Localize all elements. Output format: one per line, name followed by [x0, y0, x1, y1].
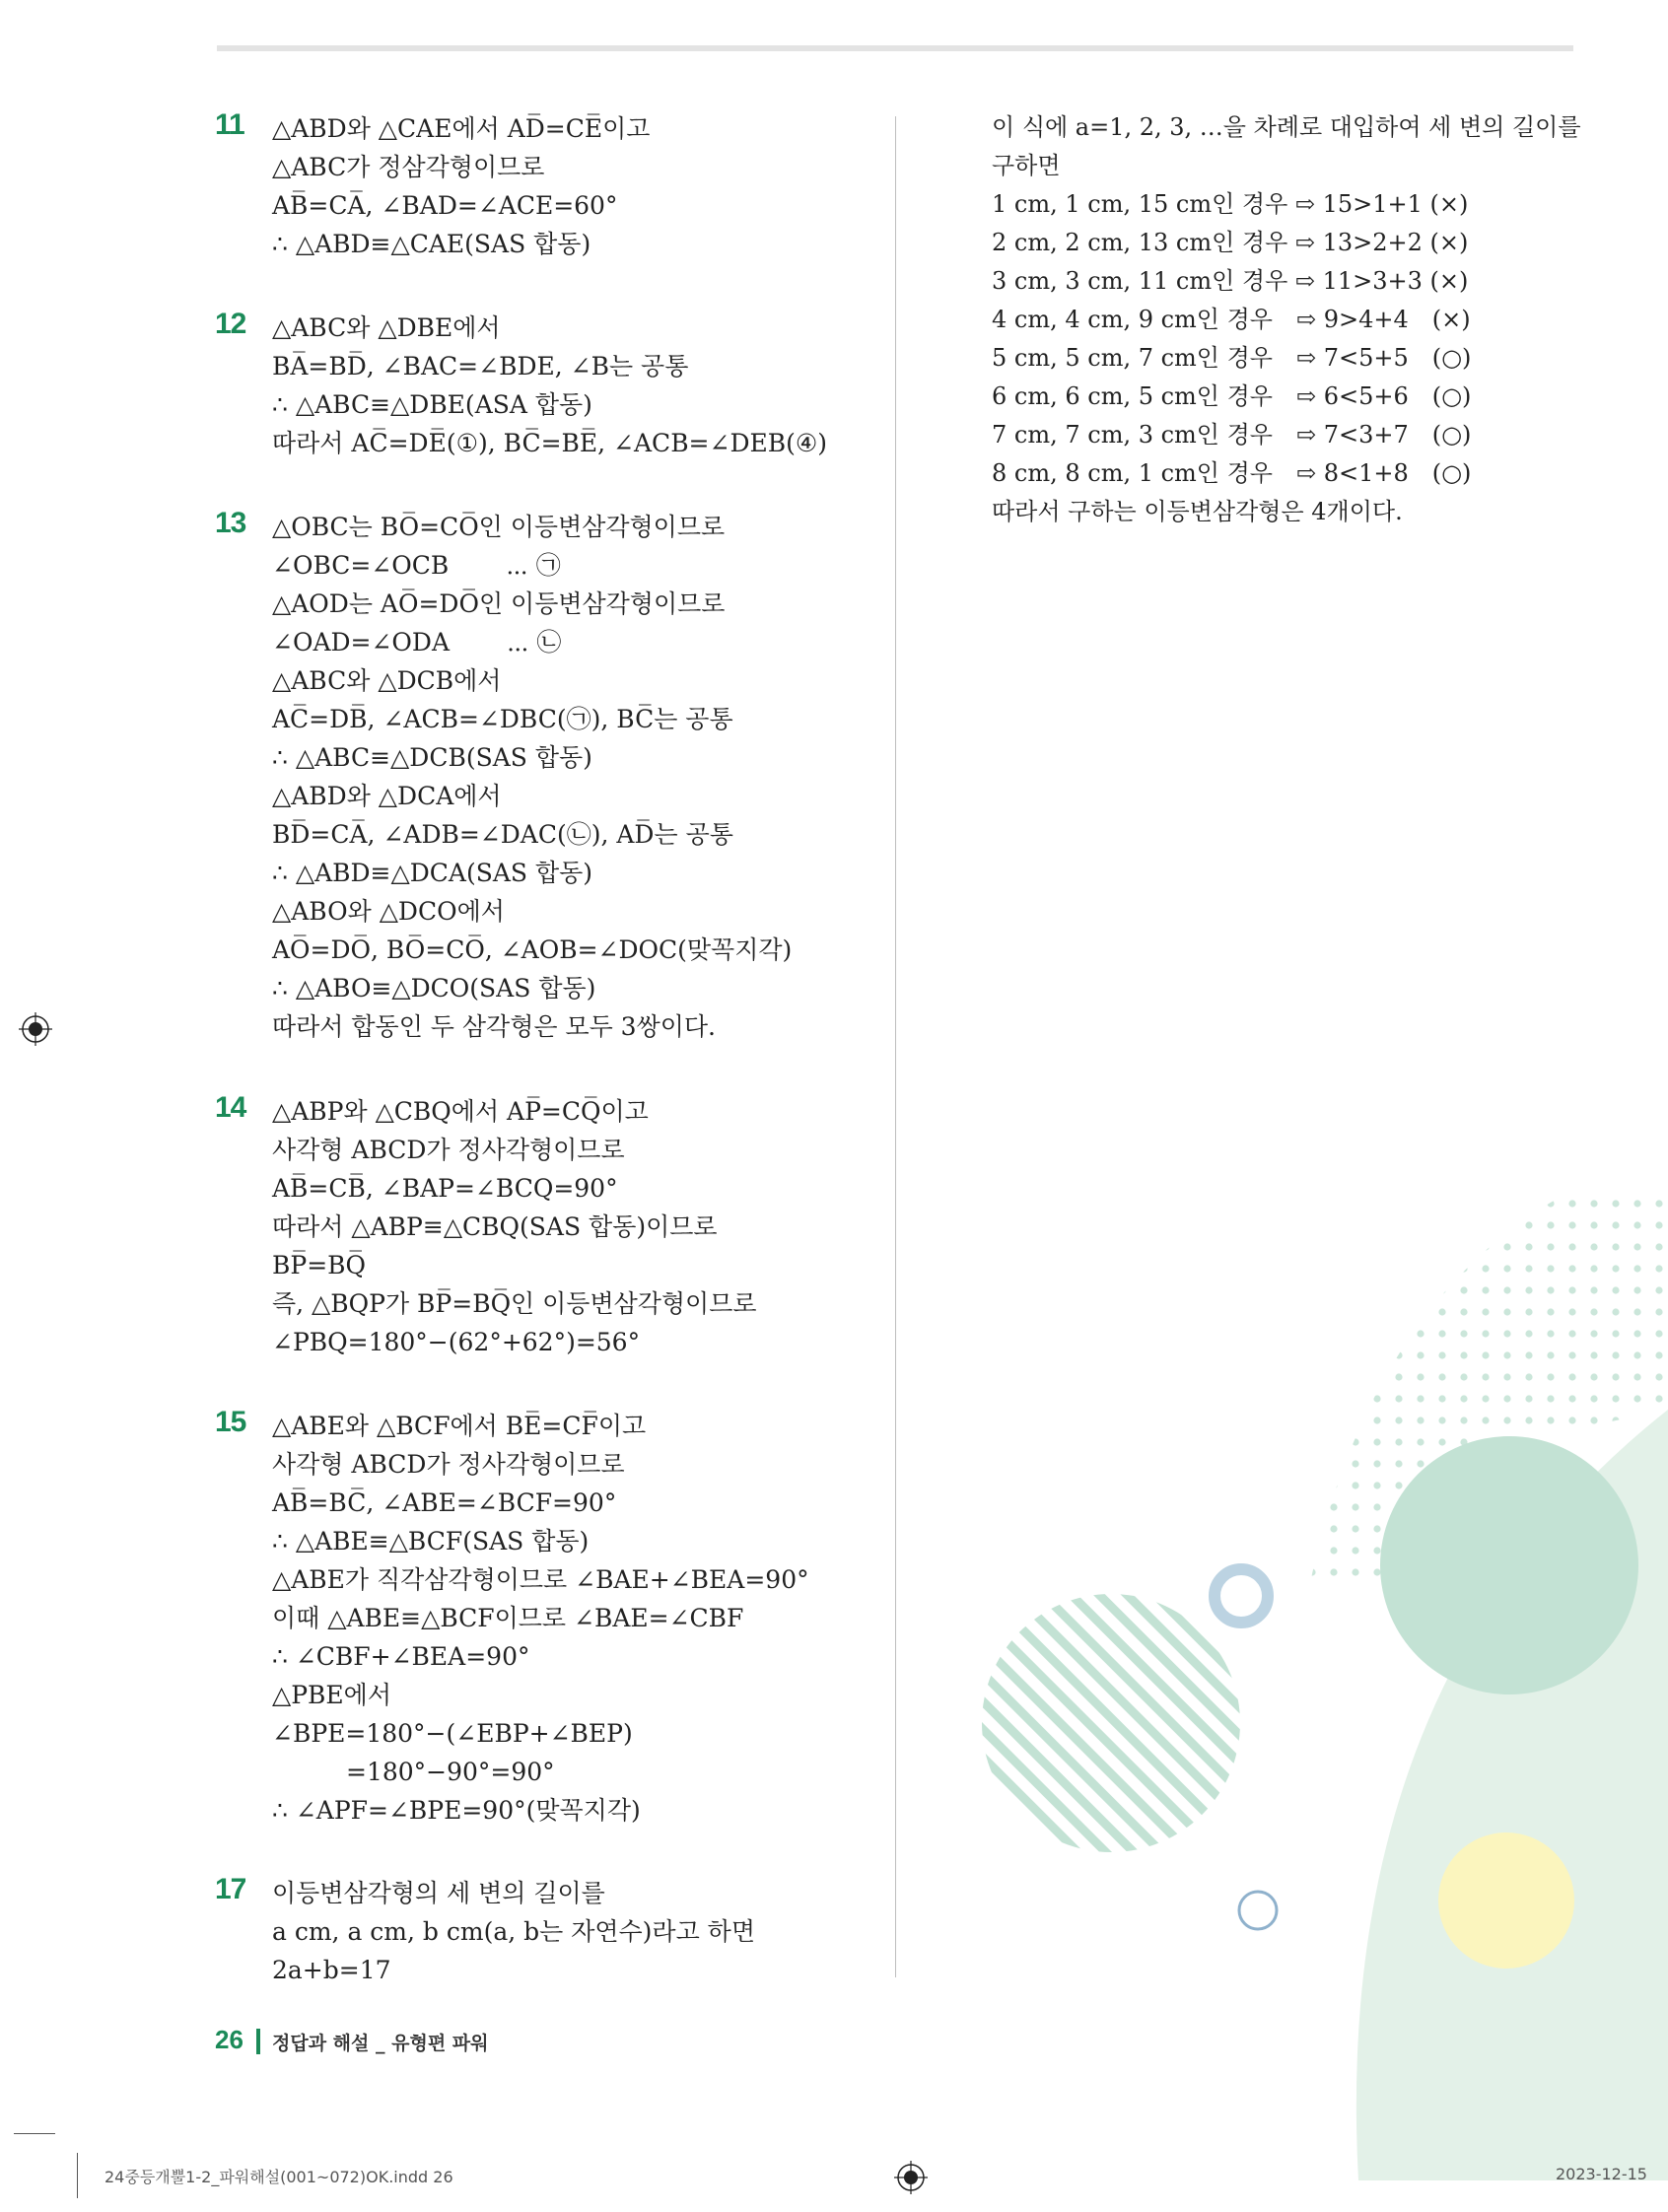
solution-line: ∴ △ABO≡△DCO(SAS 합동) [272, 974, 596, 1002]
case-line: 2 cm, 2 cm, 13 cm인 경우 ⇨ 13>2+2 (×) [992, 229, 1469, 256]
solution-line: ∴ △ABC≡△DBE(ASA 합동) [272, 390, 592, 419]
solution-line: △AOD는 AO̅=DO̅인 이등변삼각형이므로 [272, 589, 726, 618]
solution-line: 2a+b=17 [272, 1956, 391, 1984]
solution-line: a cm, a cm, b cm(a, b는 자연수)라고 하면 [272, 1917, 755, 1946]
solution-line: ∴ △ABE≡△BCF(SAS 합동) [272, 1527, 590, 1555]
problem-number: 15 [215, 1406, 246, 1438]
solution-line: AO̅=DO̅, BO̅=CO̅, ∠AOB=∠DOC(맞꼭지각) [272, 935, 793, 964]
case-line: 7 cm, 7 cm, 3 cm인 경우 ⇨ 7<3+7 (○) [992, 421, 1472, 449]
solution-line: 따라서 합동인 두 삼각형은 모두 3쌍이다. [272, 1012, 716, 1041]
solution-line: AB̅=CB̅, ∠BAP=∠BCQ=90° [272, 1174, 618, 1203]
problem-number: 14 [215, 1091, 246, 1124]
footer-divider [256, 2029, 260, 2054]
case-line: 8 cm, 8 cm, 1 cm인 경우 ⇨ 8<1+8 (○) [992, 459, 1472, 487]
case-line: 5 cm, 5 cm, 7 cm인 경우 ⇨ 7<5+5 (○) [992, 344, 1472, 372]
solution-line: ∠OBC=∠OCB ⋯ ㉠ [272, 551, 561, 580]
solution-line: =180°−90°=90° [272, 1758, 555, 1786]
problem-number: 17 [215, 1873, 246, 1905]
problem-number: 12 [215, 308, 246, 340]
green-circle [1380, 1436, 1638, 1694]
solution-line: △PBE에서 [272, 1681, 391, 1709]
solution-line: ∴ △ABC≡△DCB(SAS 합동) [272, 743, 592, 772]
hatched-circle [982, 1594, 1240, 1852]
solution-line: △ABC가 정삼각형이므로 [272, 153, 545, 181]
solution-line: △ABE가 직각삼각형이므로 ∠BAE+∠BEA=90° [272, 1565, 809, 1594]
print-filename: 24중등개뿔1-2_파워해설(001~072)OK.indd 26 [104, 2168, 453, 2186]
solution-line: △ABE와 △BCF에서 BE̅=CF̅이고 [272, 1412, 647, 1440]
solution-line: 이 식에 a=1, 2, 3, …을 차례로 대입하여 세 변의 길이를 [992, 113, 1581, 141]
crop-mark [77, 2153, 78, 2198]
problem-number: 11 [215, 108, 244, 141]
crop-mark [14, 2133, 55, 2134]
solution-line: AB̅=CA̅, ∠BAD=∠ACE=60° [272, 191, 618, 220]
case-line: 1 cm, 1 cm, 15 cm인 경우 ⇨ 15>1+1 (×) [992, 190, 1469, 218]
solution-line: 이등변삼각형의 세 변의 길이를 [272, 1879, 605, 1907]
solution-line: △ABC와 △DCB에서 [272, 666, 502, 695]
case-line: 4 cm, 4 cm, 9 cm인 경우 ⇨ 9>4+4 (×) [992, 306, 1471, 333]
case-line: 3 cm, 3 cm, 11 cm인 경우 ⇨ 11>3+3 (×) [992, 267, 1469, 295]
solution-line: ∴ △ABD≡△CAE(SAS 합동) [272, 230, 591, 258]
solution-line: AC̅=DB̅, ∠ACB=∠DBC(㉠), BC̅는 공통 [272, 705, 733, 733]
solution-line: △ABO와 △DCO에서 [272, 897, 505, 926]
case-line: 6 cm, 6 cm, 5 cm인 경우 ⇨ 6<5+6 (○) [992, 382, 1472, 410]
solution-line: 구하면 [992, 152, 1061, 179]
solution-line: ∴ ∠APF=∠BPE=90°(맞꼭지각) [272, 1796, 641, 1825]
solution-line: BA̅=BD̅, ∠BAC=∠BDE, ∠B는 공통 [272, 352, 689, 380]
solution-line: ∴ ∠CBF+∠BEA=90° [272, 1642, 530, 1671]
print-date: 2023-12-15 [1556, 2165, 1647, 2183]
solution-line: 즉, △BQP가 BP̅=BQ̅인 이등변삼각형이므로 [272, 1289, 757, 1318]
solution-line: △ABD와 △DCA에서 [272, 782, 502, 810]
solution-line: BP̅=BQ̅ [272, 1251, 367, 1279]
solution-line: △ABC와 △DBE에서 [272, 313, 501, 342]
solution-line: BD̅=CA̅, ∠ADB=∠DAC(㉡), AD̅는 공통 [272, 820, 733, 849]
solution-line: 따라서 AC̅=DE̅(①), BC̅=BE̅, ∠ACB=∠DEB(④) [272, 429, 828, 457]
problem-number: 13 [215, 507, 246, 539]
blue-ring [1215, 1569, 1268, 1623]
solution-line: 사각형 ABCD가 정사각형이므로 [272, 1136, 625, 1164]
solution-line: ∴ △ABD≡△DCA(SAS 합동) [272, 859, 593, 887]
yellow-circle [1438, 1832, 1574, 1969]
solution-line: AB̅=BC̅, ∠ABE=∠BCF=90° [272, 1488, 617, 1517]
solution-line: ∠PBQ=180°−(62°+62°)=56° [272, 1328, 641, 1356]
registration-mark-icon [19, 1012, 52, 1046]
solution-line: 이때 △ABE≡△BCF이므로 ∠BAE=∠CBF [272, 1604, 744, 1632]
solution-line: 따라서 구하는 이등변삼각형은 4개이다. [992, 498, 1403, 525]
small-blue-ring [1239, 1892, 1277, 1929]
section-title: 정답과 해설 _ 유형편 파워 [272, 2033, 489, 2054]
solution-line: ∠BPE=180°−(∠EBP+∠BEP) [272, 1719, 633, 1748]
page-number: 26 [215, 2025, 243, 2054]
solution-line: △ABD와 △CAE에서 AD̅=CE̅이고 [272, 114, 651, 143]
solution-line: △OBC는 BO̅=CO̅인 이등변삼각형이므로 [272, 513, 726, 541]
solution-line: 따라서 △ABP≡△CBQ(SAS 합동)이므로 [272, 1212, 718, 1241]
solution-line: 사각형 ABCD가 정사각형이므로 [272, 1450, 625, 1479]
solution-line: ∠OAD=∠ODA ⋯ ㉡ [272, 628, 562, 657]
solution-line: △ABP와 △CBQ에서 AP̅=CQ̅이고 [272, 1097, 649, 1126]
registration-mark-icon [894, 2161, 928, 2194]
